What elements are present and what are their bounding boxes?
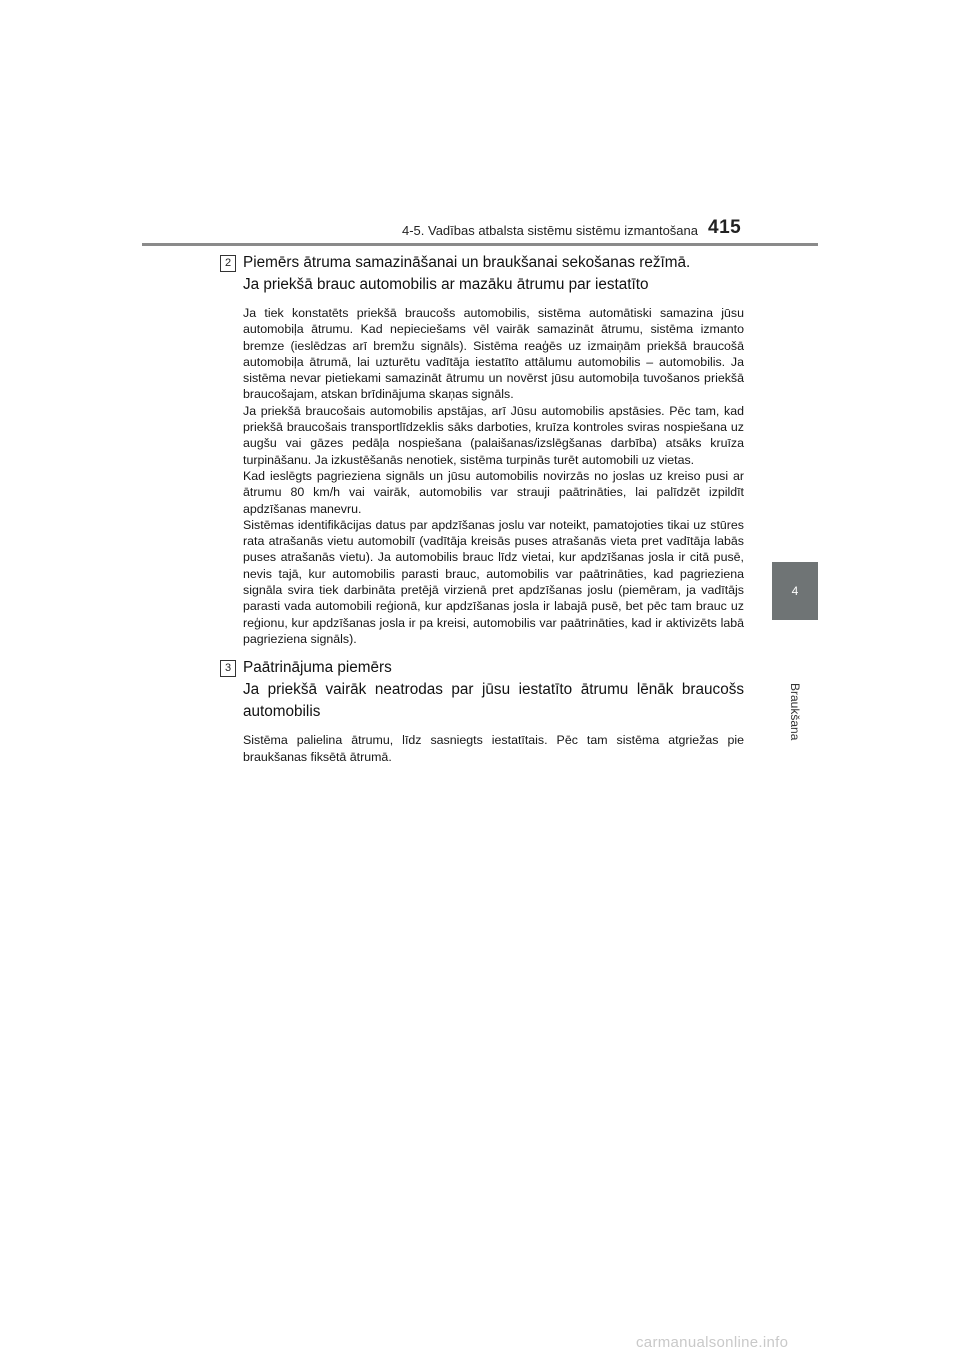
- item-number-marker: 3: [220, 660, 236, 677]
- body-paragraph: Ja priekšā braucošais automobilis apstājas, arī Jūsu automobilis apstāsies. Pēc tam, kad priekšā braucošais transportlīdzeklis sāks darboties, kruīza kontroles sviras nospiešana uz augšu vai gāzes pedāļa nospiešana (palaišanas/izslēgšanas darbība) atsāks kruīza turpināšanu. Ja izkustēšanās nenotiek, sistēma turpinās turēt automobili uz vietas.: [243, 403, 744, 467]
- body-paragraph: Kad ieslēgts pagrieziena signāls un jūsu automobilis novirzās no joslas uz kreiso pusi ar ātrumu 80 km/h vai vairāk, automobilis var strauji paātrināties, lai palīdzēt izpildīt apdzīšanas manevru.: [243, 468, 744, 516]
- item-title-line: Piemērs ātruma samazināšanai un braukšanai sekošanas režīmā.: [243, 254, 691, 271]
- example-item-3: [220, 657, 744, 765]
- chapter-number: 4: [791, 584, 799, 598]
- item-number-marker: 2: [220, 255, 236, 272]
- body-paragraph: Sistēmas identifikācijas datus par apdzīšanas joslu var noteikt, pamatojoties tikai uz stūres rata atrašanās vietu automobilī (vadītāja kreisās puses atrašanās vieta pret vadītāja labās puses atrašanās vietu). Ja automobilis brauc līdz vietai, kur apdzīšanas josla ir citā pusē, nevis tajā, kur automobilis parasti brauc, automobilis var paātrināties, kad pagrieziena signāla svira tiek darbināta pretējā virzienā pret apdzīšanas joslu (piemēram, ja vadītājs parasti vada automobili reģionā, kur apdzīšanas josla ir labajā pusē, bet pēc tam brauc uz reģionu, kur apdzīšanas josla ir pa kreisi, automobilis var paātrināties, kad ir aktivizēts labā pagrieziena signāls).: [243, 517, 744, 646]
- example-item-2: [220, 252, 744, 647]
- chapter-label: Braukšana: [788, 683, 802, 741]
- item-title-line: Ja priekšā brauc automobilis ar mazāku ātrumu par iestatīto: [243, 276, 649, 293]
- item-body: [243, 305, 744, 647]
- running-header-section: 4-5. Vadības atbalsta sistēmu sistēmu izmantošana: [401, 223, 698, 238]
- item-title-line: Ja priekšā vairāk neatrodas par jūsu iestatīto ātrumu lēnāk braucošs automobilis: [243, 681, 744, 721]
- body-paragraph: Sistēma palielina ātrumu, līdz sasniegts iestatītais. Pēc tam sistēma atgriežas pie braukšanas fiksētā ātrumā.: [243, 733, 744, 764]
- header-rule: [142, 243, 818, 246]
- item-body: [243, 732, 744, 765]
- item-title: [243, 252, 744, 296]
- chapter-tab: [772, 562, 818, 620]
- watermark-text: carmanualsonline.info: [636, 1334, 789, 1351]
- main-content: [220, 252, 744, 775]
- page-number: 415: [708, 217, 742, 238]
- item-title: [243, 657, 744, 723]
- item-title-line: Paātrinājuma piemērs: [243, 659, 392, 677]
- body-paragraph: Ja tiek konstatēts priekšā braucošs automobilis, sistēma automātiski samazina jūsu automobiļa ātrumu. Kad nepieciešams vēl vairāk samazināt ātrumu, sistēma izmanto bremze (ieslēdzas arī bremžu signāls). Sistēma reaģēs uz izmaiņām priekšā braucošā automobiļa ātrumā, lai uzturētu vadītāja iestatīto attālumu automobilis – automobilis. Ja sistēma nevar pietiekami samazināt ātrumu un novērst jūsu automobiļa tuvošanos priekšā braucošajam, atskan brīdinājuma skaņas signāls.: [243, 306, 744, 402]
